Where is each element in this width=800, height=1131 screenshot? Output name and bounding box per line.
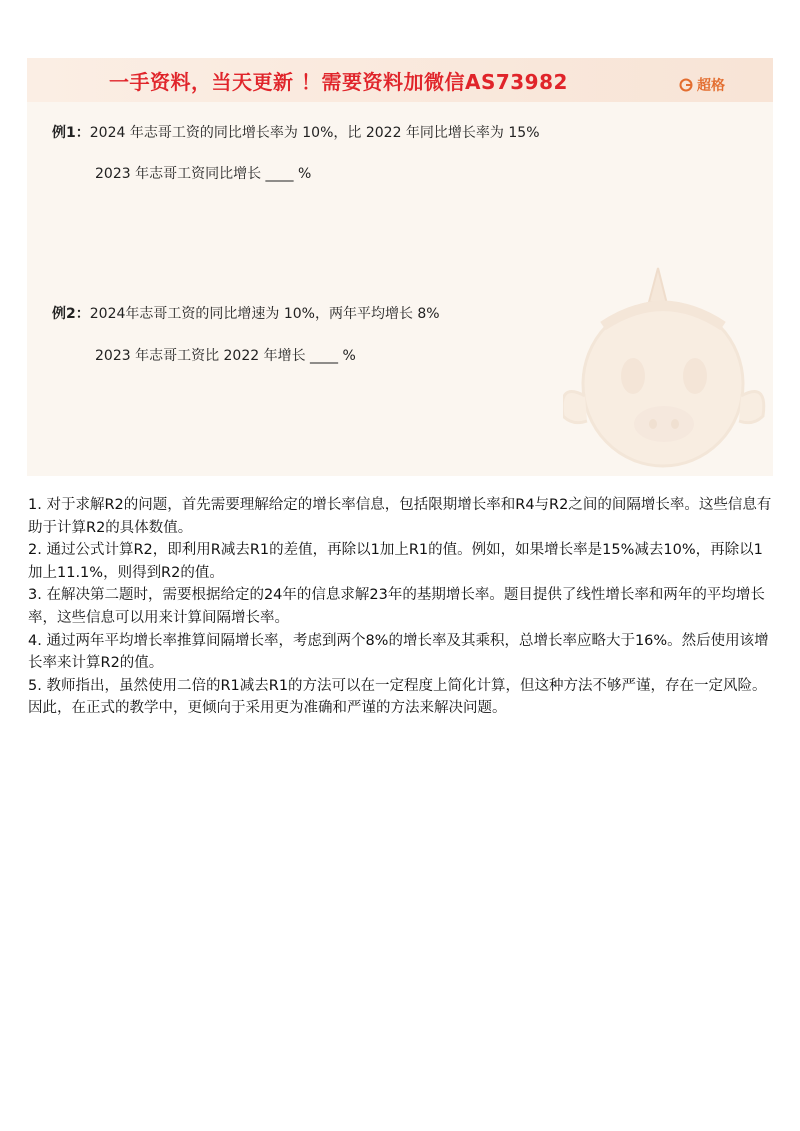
example-1-question: [52, 122, 540, 142]
note-item: 3. 在解决第二题时，需要根据给定的24年的信息求解23年的基期增长率。题目提供了线性增长率和两年的平均增长率，这些信息可以用来计算间隔增长率。: [28, 587, 765, 626]
example-1-label: 例1：: [52, 125, 90, 141]
example-2-line1: 2024年志哥工资的同比增速为 10%，两年平均增长 8%: [89, 306, 440, 322]
example-1-line1: 2024 年志哥工资的同比增长率为 10%，比 2022 年同比增长率为 15%: [89, 125, 540, 141]
note-item: 4. 通过两年平均增长率推算间隔增长率，考虑到两个8%的增长率及其乘积，总增长率应略大于16%。然后使用该增长率来计算R2的值。: [28, 632, 769, 672]
promo-banner: [27, 58, 773, 102]
note-item: 2. 通过公式计算R2，即利用R减去R1的差值，再除以1加上R1的值。例如，如果增长率是15%减去10%，再除以1加上11.1%，则得到R2的值。: [28, 542, 763, 581]
note-item: 5. 教师指出，虽然使用二倍的R1减去R1的方法可以在一定程度上简化计算，但这种方法不够严谨，存在一定风险。因此，在正式的教学中，更倾向于采用更为准确和严谨的方法来解决问题。: [28, 677, 767, 717]
example-1-blank: 2023 年志哥工资同比增长 ____ %: [95, 166, 312, 182]
notes-list: [28, 494, 772, 720]
banner-text: 一手资料，当天更新 ！需要资料加微信AS73982: [109, 70, 568, 94]
example-2-blank: 2023 年志哥工资比 2022 年增长 ____ %: [95, 348, 356, 364]
brand-name: 超格: [697, 78, 725, 94]
example-2-question: [52, 303, 440, 323]
example-2-label: 例2：: [52, 306, 90, 322]
brand-logo-icon: [679, 78, 693, 92]
lecture-slide: [27, 58, 773, 476]
unicorn-mascot-icon: [563, 256, 773, 476]
brand-logo: [679, 75, 725, 95]
note-item: 1. 对于求解R2的问题，首先需要理解给定的增长率信息，包括限期增长率和R4与R2之间的间隔增长率。这些信息有助于计算R2的具体数值。: [28, 497, 772, 536]
